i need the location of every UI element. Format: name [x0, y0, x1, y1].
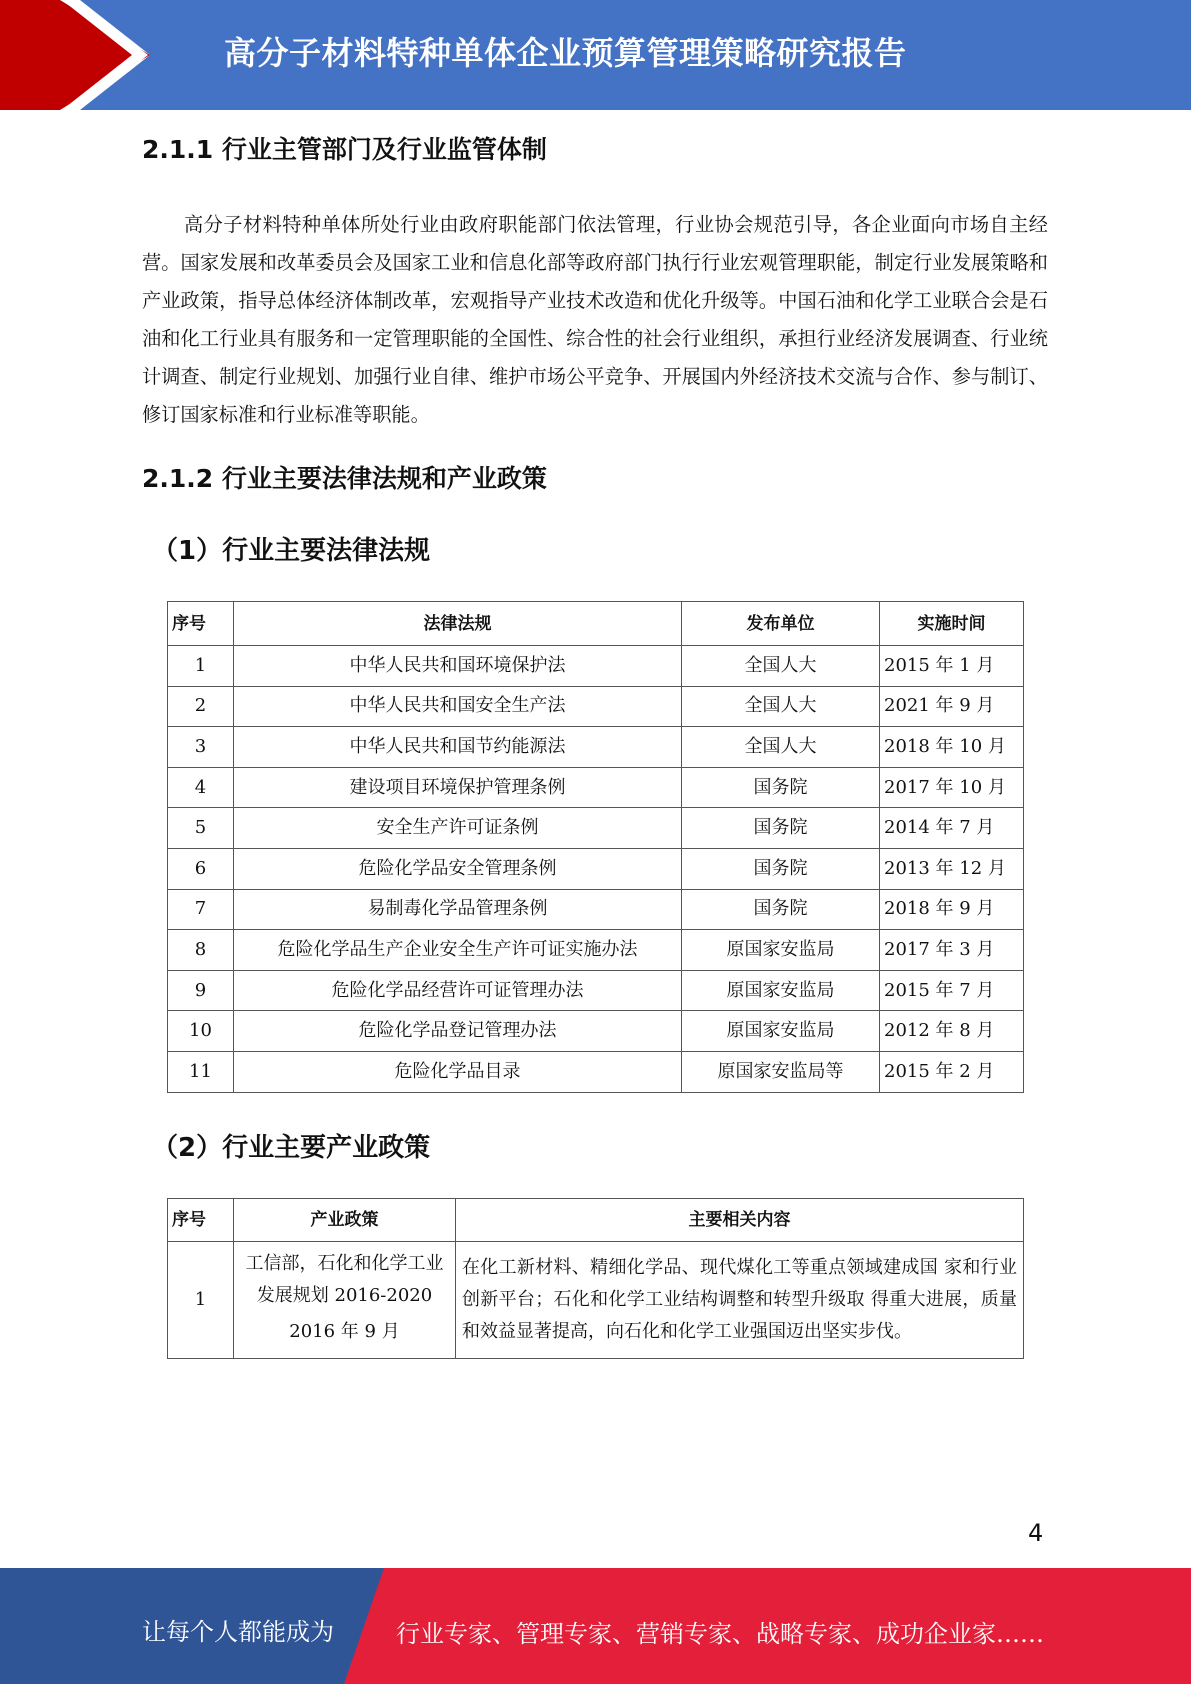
table-row	[168, 848, 1024, 889]
table-row	[168, 646, 1024, 687]
cell-issuer: 全国人大	[682, 727, 880, 768]
cell-no: 8	[168, 930, 234, 971]
cell-issuer: 全国人大	[682, 646, 880, 687]
col-header-date: 实施时间	[880, 602, 1024, 646]
cell-issuer: 原国家安监局	[682, 1011, 880, 1052]
cell-law: 危险化学品登记管理办法	[234, 1011, 682, 1052]
laws-table	[167, 601, 1024, 1093]
col-header-issuer: 发布单位	[682, 602, 880, 646]
table-row	[168, 767, 1024, 808]
cell-law: 易制毒化学品管理条例	[234, 889, 682, 930]
cell-law: 建设项目环境保护管理条例	[234, 767, 682, 808]
table-row	[168, 727, 1024, 768]
cell-date: 2012 年 8 月	[880, 1011, 1024, 1052]
col-header-policy: 产业政策	[234, 1199, 456, 1242]
cell-date: 2017 年 10 月	[880, 767, 1024, 808]
cell-date: 2015 年 7 月	[880, 970, 1024, 1011]
cell-no: 2	[168, 686, 234, 727]
policy-date: 2016 年 9 月	[289, 1321, 400, 1342]
header-banner	[0, 0, 1191, 110]
cell-date: 2014 年 7 月	[880, 808, 1024, 849]
cell-no: 5	[168, 808, 234, 849]
table-row	[168, 686, 1024, 727]
page-number: 4	[1028, 1519, 1044, 1547]
cell-no: 1	[168, 1242, 234, 1359]
cell-no: 6	[168, 848, 234, 889]
section-heading-2-1-1: 2.1.1 行业主管部门及行业监管体制	[142, 135, 547, 164]
table-row	[168, 970, 1024, 1011]
cell-law: 中华人民共和国安全生产法	[234, 686, 682, 727]
col-header-no: 序号	[168, 602, 234, 646]
policy-name: 工信部，石化和化学工业发展规划 2016-2020	[245, 1253, 444, 1306]
cell-no: 7	[168, 889, 234, 930]
col-header-law: 法律法规	[234, 602, 682, 646]
cell-issuer: 原国家安监局	[682, 930, 880, 971]
cell-no: 3	[168, 727, 234, 768]
table-row	[168, 1011, 1024, 1052]
cell-issuer: 国务院	[682, 767, 880, 808]
cell-no: 11	[168, 1051, 234, 1092]
cell-law: 危险化学品安全管理条例	[234, 848, 682, 889]
footer-banner	[0, 1568, 1191, 1684]
cell-law: 中华人民共和国节约能源法	[234, 727, 682, 768]
table-header-row	[168, 602, 1024, 646]
cell-law: 危险化学品目录	[234, 1051, 682, 1092]
cell-date: 2018 年 10 月	[880, 727, 1024, 768]
cell-law: 中华人民共和国环境保护法	[234, 646, 682, 687]
cell-no: 10	[168, 1011, 234, 1052]
subheading-policies: （2）行业主要产业政策	[152, 1133, 431, 1163]
table-row	[168, 930, 1024, 971]
section-paragraph	[142, 206, 1048, 434]
footer-slogan-right: 行业专家、管理专家、营销专家、战略专家、成功企业家……	[396, 1620, 1044, 1648]
cell-content: 在化工新材料、精细化学品、现代煤化工等重点领域建成国 家和行业创新平台；石化和化学工业结构调整和转型升级取 得重大进展，质量和效益显著提高，向石化和化学工业强国迈出坚实步伐。	[456, 1242, 1024, 1359]
cell-date: 2015 年 1 月	[880, 646, 1024, 687]
cell-policy	[234, 1242, 456, 1359]
table-row	[168, 1242, 1024, 1359]
table-row	[168, 889, 1024, 930]
cell-date: 2013 年 12 月	[880, 848, 1024, 889]
cell-date: 2021 年 9 月	[880, 686, 1024, 727]
table-header-row	[168, 1199, 1024, 1242]
table-row	[168, 808, 1024, 849]
col-header-content: 主要相关内容	[456, 1199, 1024, 1242]
footer-slogan-left: 让每个人都能成为	[142, 1618, 334, 1646]
cell-no: 4	[168, 767, 234, 808]
cell-law: 危险化学品生产企业安全生产许可证实施办法	[234, 930, 682, 971]
policy-table	[167, 1198, 1024, 1359]
table-row	[168, 1051, 1024, 1092]
col-header-no: 序号	[168, 1199, 234, 1242]
cell-issuer: 国务院	[682, 808, 880, 849]
cell-issuer: 国务院	[682, 889, 880, 930]
cell-no: 1	[168, 646, 234, 687]
cell-issuer: 原国家安监局	[682, 970, 880, 1011]
cell-date: 2015 年 2 月	[880, 1051, 1024, 1092]
cell-no: 9	[168, 970, 234, 1011]
report-title: 高分子材料特种单体企业预算管理策略研究报告	[224, 34, 907, 72]
paragraph-text: 高分子材料特种单体所处行业由政府职能部门依法管理，行业协会规范引导，各企业面向市场自主经营。国家发展和改革委员会及国家工业和信息化部等政府部门执行行业宏观管理职能，制定行业发展策略和产业政策，指导总体经济体制改革，宏观指导产业技术改造和优化升级等。中国石油和化学工业联合会是石油和化工行业具有服务和一定管理职能的全国性、综合性的社会行业组织，承担行业经济发展调查、行业统计调查、制定行业规划、加强行业自律、维护市场公平竞争、开展国内外经济技术交流与合作、参与制订、修订国家标准和行业标准等职能。	[142, 213, 1048, 426]
cell-law: 安全生产许可证条例	[234, 808, 682, 849]
cell-law: 危险化学品经营许可证管理办法	[234, 970, 682, 1011]
cell-issuer: 全国人大	[682, 686, 880, 727]
cell-issuer: 原国家安监局等	[682, 1051, 880, 1092]
subheading-laws: （1）行业主要法律法规	[152, 536, 431, 566]
cell-date: 2018 年 9 月	[880, 889, 1024, 930]
cell-issuer: 国务院	[682, 848, 880, 889]
section-heading-2-1-2: 2.1.2 行业主要法律法规和产业政策	[142, 464, 547, 493]
cell-date: 2017 年 3 月	[880, 930, 1024, 971]
